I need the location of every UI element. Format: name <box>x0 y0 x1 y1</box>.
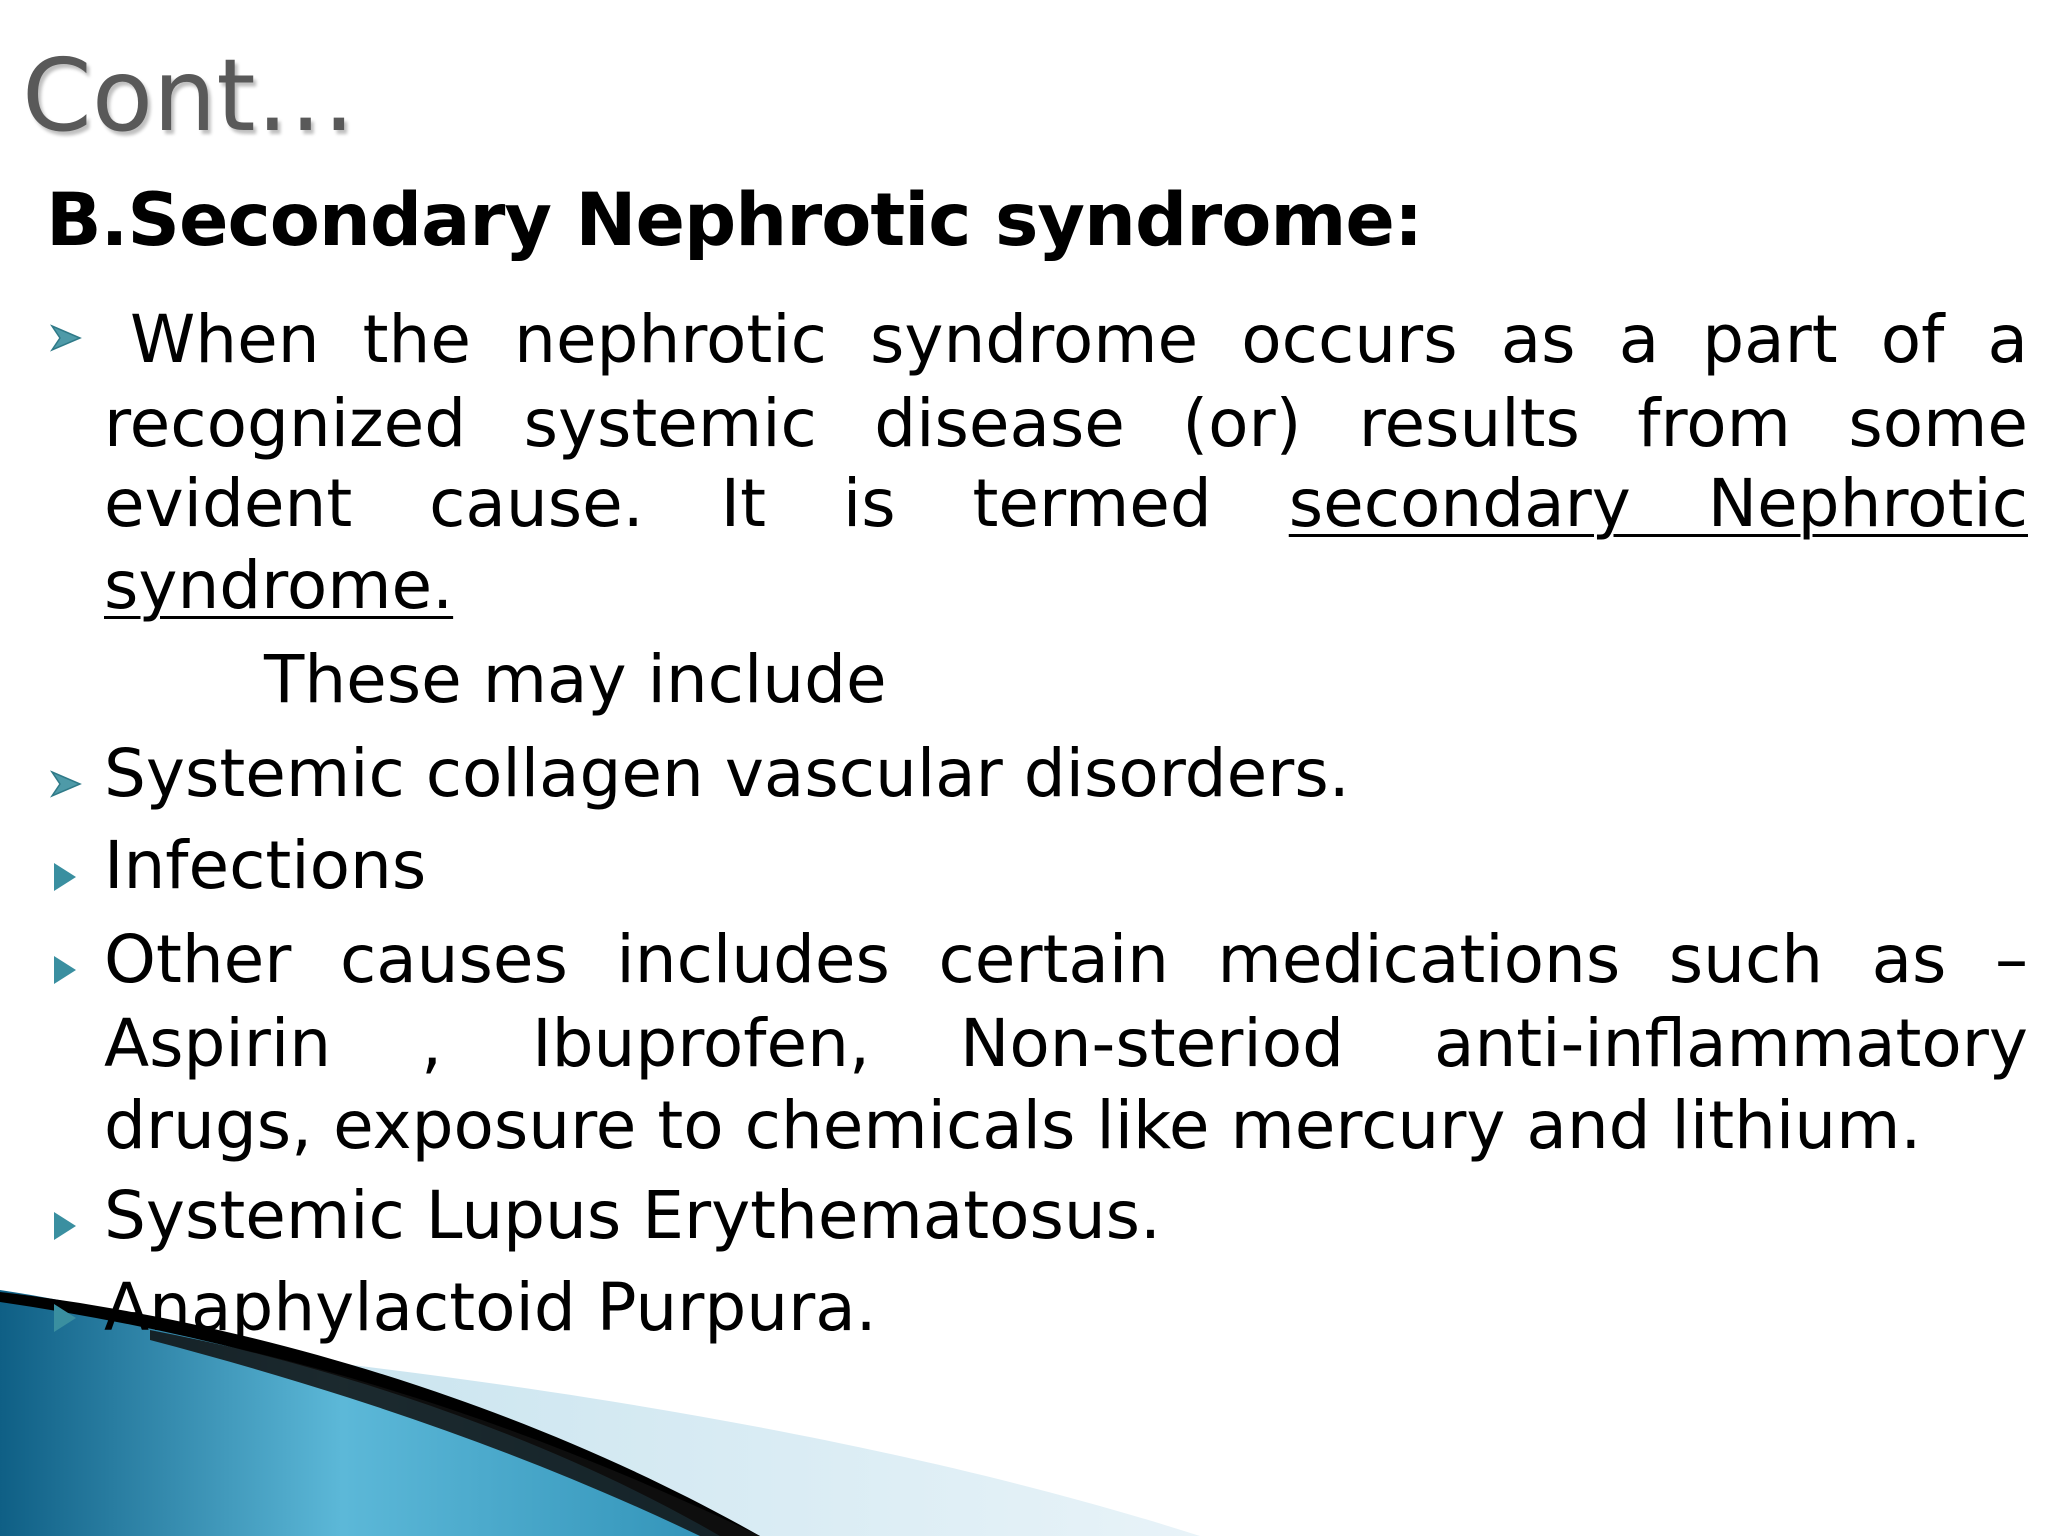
triangle-bullet-icon <box>46 1298 86 1338</box>
intro-line-3 <box>104 464 2028 544</box>
triangle-bullet-icon <box>46 1206 86 1246</box>
intro-line-3-text: evident cause. It is termed <box>104 465 1289 542</box>
triangle-bullet-icon <box>46 857 86 897</box>
intro-line-4 <box>104 546 453 626</box>
slide-subtitle: B.Secondary Nephrotic syndrome: <box>46 178 1423 263</box>
list-item-medications-line-3: drugs, exposure to chemicals like mercury and lithium. <box>104 1087 1922 1164</box>
intro-line-2: recognized systemic disease (or) results from some <box>104 385 2028 462</box>
list-item-collagen: Systemic collagen vascular disorders. <box>104 735 1350 812</box>
arrowhead-bullet-icon <box>46 318 86 358</box>
intro-line-1: When the nephrotic syndrome occurs as a part of a <box>130 301 2028 378</box>
list-item-medications-line-2: Aspirin , Ibuprofen, Non-steriod anti-inflammatory <box>104 1005 2028 1082</box>
list-item-lupus: Systemic Lupus Erythematosus. <box>104 1177 1162 1254</box>
list-item-medications-line-1: Other causes includes certain medications such as – <box>104 921 2028 998</box>
triangle-bullet-icon <box>46 950 86 990</box>
term-secondary-nephrotic: secondary Nephrotic <box>1288 465 2028 542</box>
arrowhead-bullet-icon <box>46 764 86 804</box>
slide-title: Cont… <box>22 37 356 154</box>
list-item-infections: Infections <box>104 827 427 904</box>
include-line: These may include <box>264 641 887 718</box>
term-syndrome: syndrome. <box>104 547 454 624</box>
list-item-purpura: Anaphylactoid Purpura. <box>104 1269 877 1346</box>
